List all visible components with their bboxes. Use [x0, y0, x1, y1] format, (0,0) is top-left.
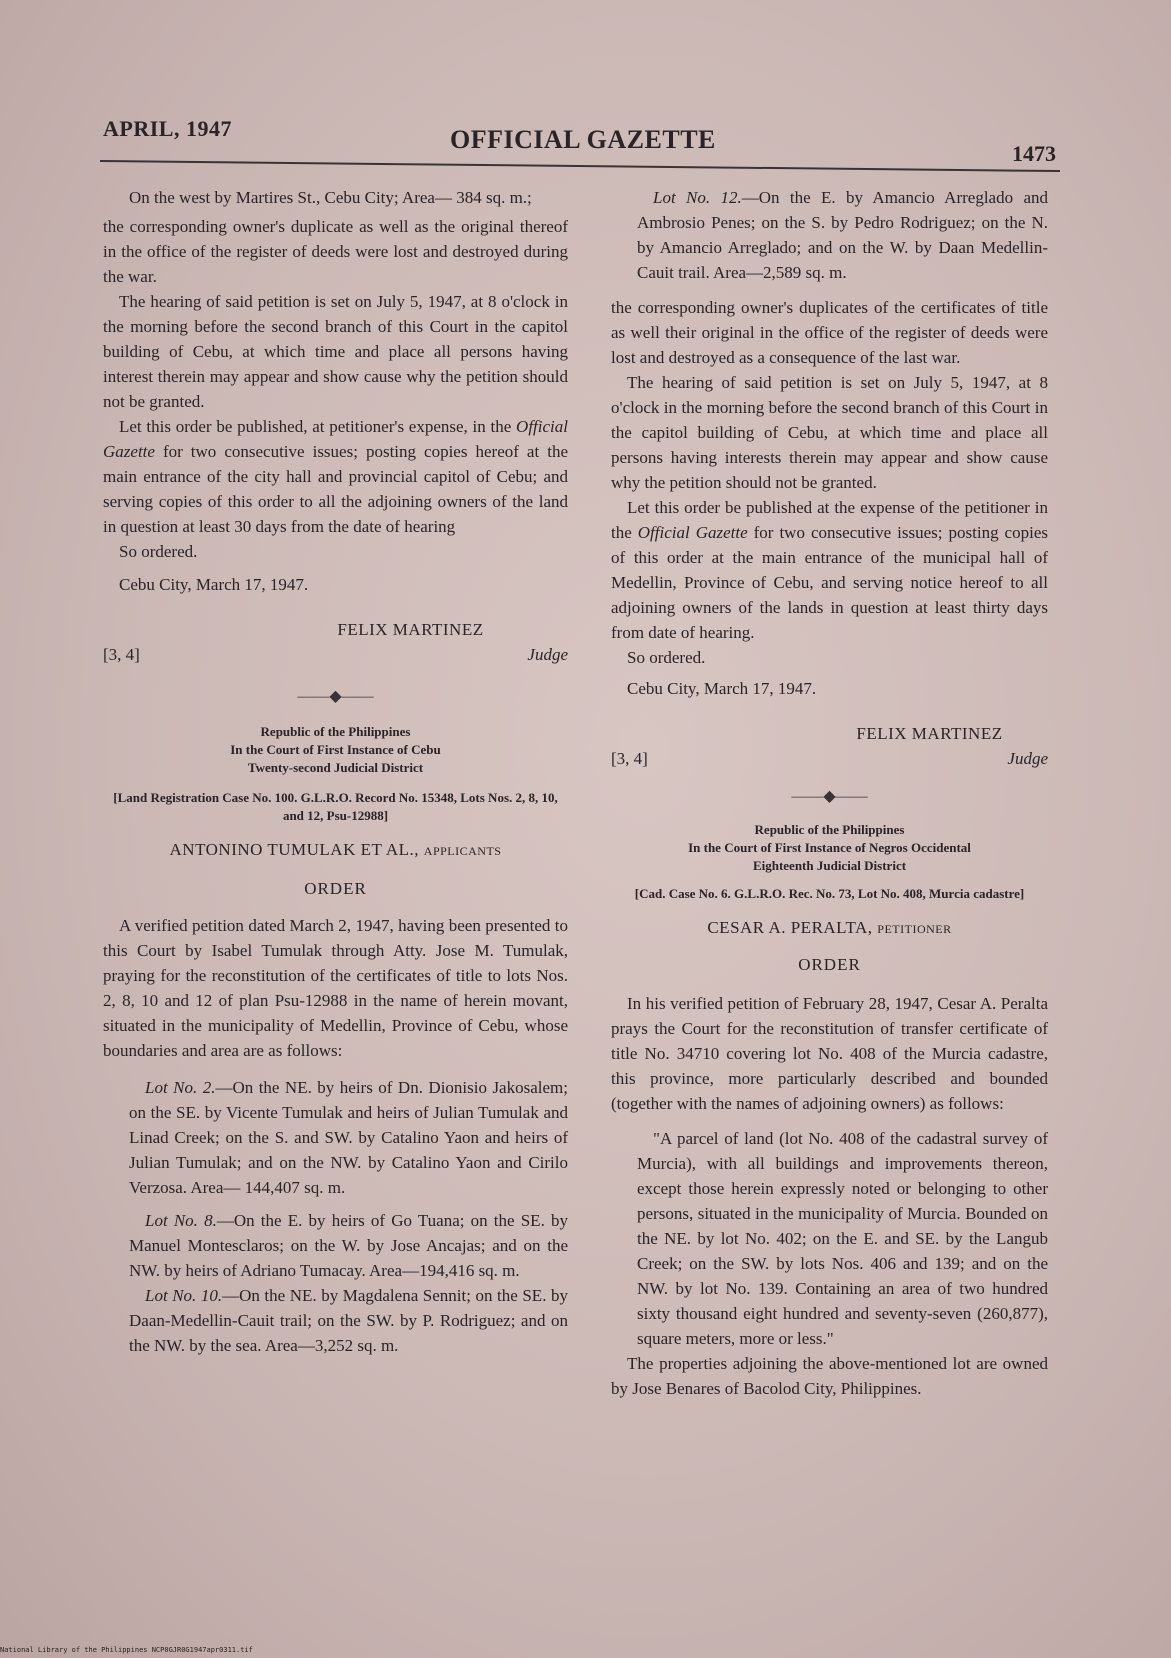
issue-ref: [3, 4]: [611, 749, 648, 768]
paragraph: the corresponding owner's duplicates of the certificates of title as well their original in the office of the register of deeds were lost and destroyed as a consequence of the last war.: [611, 298, 1048, 367]
order-heading: ORDER: [798, 955, 861, 974]
party-line: ANTONINO TUMULAK ET AL., applicants: [169, 840, 502, 859]
court-line: Republic of the Philippines: [754, 822, 905, 837]
paragraph: Let this order be published at the expense of the petitioner in the Official Gazette for two consecutive issues; posting copies of this order at the main entrance of the municipal hall of Medellin, Province of Cebu, and serving notice hereof to all adjoining owners of the lands in question at least thirty days from date of hearing.: [611, 498, 1048, 642]
right-column: [611, 185, 1048, 1401]
west-boundary: On the west by Martires St., Cebu City; Area— 384 sq. m.;: [129, 188, 532, 207]
paragraph: The properties adjoining the above-mentioned lot are owned by Jose Benares of Bacolod City, Philippines.: [611, 1354, 1048, 1398]
ornament: ——◆——: [791, 788, 868, 805]
court-line: Republic of the Philippines: [260, 724, 411, 739]
date-line: Cebu City, March 17, 1947.: [627, 679, 817, 698]
judge-title: Judge: [527, 645, 568, 664]
date-line: Cebu City, March 17, 1947.: [119, 575, 309, 594]
paragraph: The hearing of said petition is set on July 5, 1947, at 8 o'clock in the morning before the second branch of this Court in the capitol building of Cebu, at which time and place all persons having interests therein may appear and show cause why the petition should not be granted.: [611, 373, 1048, 492]
header-title: OFFICIAL GAZETTE: [450, 125, 716, 154]
judge-name: FELIX MARTINEZ: [856, 724, 1003, 743]
left-column: [103, 185, 568, 1358]
issue-ref: [3, 4]: [103, 645, 140, 664]
court-line: Twenty-second Judicial District: [247, 760, 424, 775]
party-line: CESAR A. PERALTA, petitioner: [707, 918, 952, 937]
scan-footer: National Library of the Philippines NCP0GJR0G1947apr0311.tif: [0, 1646, 253, 1654]
header-rule: [100, 160, 1060, 172]
paragraph: the corresponding owner's duplicate as well as the original thereof in the office of the register of deeds were lost and destroyed during the war.: [103, 217, 568, 286]
order-heading: ORDER: [304, 879, 367, 898]
gazette-name: Official Gazette: [103, 417, 568, 461]
lot-description: Lot No. 12.—On the E. by Amancio Arreglado and Ambrosio Penes; on the S. by Pedro Rodriguez; on the N. by Amancio Arreglado; and on the W. by Daan Medellin-Cauit trail. Area—2,589 sq. m.: [637, 188, 1048, 282]
paragraph: Let this order be published, at petitioner's expense, in the Official Gazette for two consecutive issues; posting copies hereof at the main entrance of the city hall and provincial capitol of Cebu; and serving copies of this order to all the adjoining owners of the land in question at least 30 days from the date of hearing: [103, 417, 568, 536]
judge-title: Judge: [1007, 749, 1048, 768]
judge-name: FELIX MARTINEZ: [337, 620, 484, 639]
lot-description: Lot No. 10.—On the NE. by Magdalena Sennit; on the SE. by Daan-Medellin-Cauit trail; on the SW. by P. Rodriguez; and on the NW. by the sea. Area—3,252 sq. m.: [129, 1286, 568, 1355]
gazette-name: Official Gazette: [637, 523, 748, 542]
court-line: In the Court of First Instance of Negros Occidental: [688, 840, 971, 855]
case-reference: [Cad. Case No. 6. G.L.R.O. Rec. No. 73, Lot No. 408, Murcia cadastre]: [634, 886, 1025, 901]
signature-line: [103, 642, 568, 667]
case-reference: [Land Registration Case No. 100. G.L.R.O. Record No. 15348, Lots Nos. 2, 8, 10, and 12, Psu-12988]: [113, 790, 558, 823]
lot-description: Lot No. 2.—On the NE. by heirs of Dn. Dionisio Jakosalem; on the SE. by Vicente Tumulak and heirs of Julian Tumulak and Linad Creek; on the S. and SW. by Catalino Yaon and heirs of Julian Tumulak; and on the NW. by Catalino Yaon and Cirilo Verzosa. Area— 144,407 sq. m.: [129, 1078, 568, 1197]
court-line: Eighteenth Judicial District: [752, 858, 907, 873]
ornament: ——◆——: [297, 688, 374, 705]
paragraph: In his verified petition of February 28, 1947, Cesar A. Peralta prays the Court for the reconstitution of transfer certificate of title No. 34710 covering lot No. 408 of the Murcia cadastre, this province, more particularly described and bounded (together with the names of adjoining owners) as follows:: [611, 994, 1048, 1113]
paragraph: A verified petition dated March 2, 1947, having been presented to this Court by Isabel Tumulak through Atty. Jose M. Tumulak, praying for the reconstitution of the certificates of title to lots Nos. 2, 8, 10 and 12 of plan Psu-12988 in the name of herein movant, situated in the municipality of Medellin, Province of Cebu, whose boundaries and area are as follows:: [103, 916, 568, 1060]
court-line: In the Court of First Instance of Cebu: [230, 742, 441, 757]
so-ordered: So ordered.: [119, 542, 198, 561]
lot-description: Lot No. 8.—On the E. by heirs of Go Tuana; on the SE. by Manuel Montesclaros; on the W. by Jose Ancajas; and on the NW. by heirs of Adriano Tumacay. Area—194,416 sq. m.: [129, 1211, 568, 1280]
land-description-quote: "A parcel of land (lot No. 408 of the cadastral survey of Murcia), with all buildings and improvements thereon, except those herein expressly noted or belonging to other persons, situated in the municipality of Murcia. Bounded on the NE. by lot No. 402; on the E. and SE. by the Langub Creek; on the SW. by lots Nos. 406 and 139; and on the NW. by lot No. 139. Containing an area of two hundred sixty thousand eight hundred and seventy-seven (260,877), square meters, more or less.": [637, 1129, 1048, 1348]
paragraph: The hearing of said petition is set on July 5, 1947, at 8 o'clock in the morning before the second branch of this Court in the capitol building of Cebu, at which time and place all persons having interest therein may appear and show cause why the petition should not be granted.: [103, 292, 568, 411]
signature-line: [611, 746, 1048, 771]
page-number: 1473: [1012, 141, 1056, 166]
header-date: APRIL, 1947: [103, 116, 232, 141]
so-ordered: So ordered.: [627, 648, 706, 667]
